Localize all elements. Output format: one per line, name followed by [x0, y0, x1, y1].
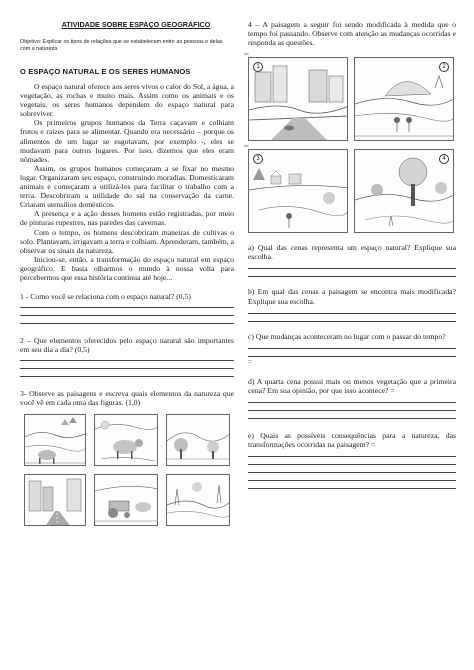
figure-river-animals [24, 414, 86, 466]
answer-line[interactable] [248, 472, 456, 473]
answer-line[interactable] [248, 480, 456, 481]
answer-line[interactable] [248, 276, 456, 277]
figure-stream-plants [166, 474, 230, 526]
equals-mark: = [248, 357, 252, 366]
paragraph-3: Assim, os grupos humanos começaram a se fixar no mesmo lugar. Organizaram seu espaço, construindo moradias. Domesticaram animais e começaram a utilizá-los para facilitar o trabalho com a terra. Descobriram a utilidade do sal na conservação da carne. Criaram utensílios domésticos. [20, 163, 234, 210]
scissors-icon: ✂ [244, 51, 250, 59]
figure-city-street [24, 474, 86, 526]
section-title: O ESPAÇO NATURAL E OS SERES HUMANOS [20, 67, 191, 76]
paragraph-6: Iniciou-se, então, a transformação do espaço natural em espaço geográfico. E basta olharmos o mundo à nossa volta para percebermos que essa história continua até hoje... [20, 254, 234, 282]
objective-text: Objetivo: Explicar os tipos de relações que se estabelecem entre as pessoas e delas com a natureza [20, 39, 223, 52]
answer-line[interactable] [248, 321, 456, 322]
answer-line[interactable] [20, 360, 234, 361]
scene-1 [248, 57, 348, 141]
question-d: d) A quarta cena possui mais ou menos vegetação que a primeira cena? Em sua opinião, por que isso acontece? = [248, 376, 456, 395]
paragraph-2: Os primeiros grupos humanos da Terra caçavam e colhiam frutos e raízes para se alimentar. Quando era necessário – porque os alimentos de um lugar se esgotavam, por exemplo -, eles se mudavam para outros lugares. Por isso, dizemos que eles eram nômades. [20, 118, 234, 164]
question-a: a) Qual das cenas representa um espaço natural? Explique sua escolha. [248, 243, 456, 262]
answer-line[interactable] [248, 456, 456, 457]
worksheet-title: ATIVIDADE SOBRE ESPAÇO GEOGRÁFICO [61, 20, 211, 29]
question-c: c) Que mudanças aconteceram no lugar com o passar do tempo? [248, 331, 446, 341]
answer-line[interactable] [248, 464, 456, 465]
paragraph-5: Com o tempo, os homens descobriram maneiras de cultivas o solo. Plantavam, irrigavam a terra e colhiam. Aprenderam, também, a observar os sinais da natureza. [20, 227, 234, 255]
scene-number: 1 [253, 62, 263, 72]
figure-field-animal [94, 414, 158, 466]
question-4: 4 – A paisagem a seguir foi sendo modificada à medida que o tempo foi passando. Observe com atenção as mudanças ocorridas e responda as questões. [248, 20, 456, 48]
answer-line[interactable] [248, 410, 456, 411]
answer-line[interactable] [20, 307, 234, 308]
paragraph-4: A presença e a ação desses homens estão registradas, por meio de pinturas rupestres, nas paredes das cavernas. [20, 209, 234, 228]
paragraph-1: O espaço natural oferece aos seres vivos o calor do Sol, a água, a vegetação, as rochas e muito mais. Assim como os animais e os vegetais, os seres humanos dependem do espaço natural para sobreviver. [20, 82, 235, 119]
answer-line[interactable] [20, 323, 234, 324]
answer-line[interactable] [248, 313, 456, 314]
figure-trees-hills [166, 414, 230, 466]
scene-3 [248, 149, 348, 233]
answer-line[interactable] [248, 356, 456, 357]
question-b: b) Em qual das cenas a paisagem se encontra mais modificada? Explique sua escolha. [248, 287, 456, 306]
answer-line[interactable] [248, 348, 456, 349]
right-column [244, 20, 456, 489]
answer-line[interactable] [248, 488, 456, 489]
question-2: 2 – Que elementos oferecidos pelo espaço natural são importantes em seu dia a dia? (0,5) [20, 336, 234, 355]
question-1: 1 - Como você se relaciona com o espaço natural? (0,5) [20, 292, 191, 302]
landscape-figures [20, 414, 234, 528]
answer-line[interactable] [248, 402, 456, 403]
question-3: 3- Observe as paisagens e escreva quais elementos da natureza que você vê em cada uma das figuras. (1,0) [20, 389, 234, 408]
landscape-sequence [244, 51, 456, 235]
answer-line[interactable] [20, 368, 234, 369]
left-column [20, 20, 234, 528]
answer-line[interactable] [248, 268, 456, 269]
scissors-icon: ✂ [244, 143, 250, 151]
scene-4 [354, 149, 454, 233]
figure-farm-tractor [94, 474, 158, 526]
scene-2 [354, 57, 454, 141]
scene-number: 2 [439, 62, 449, 72]
answer-line[interactable] [20, 315, 234, 316]
answer-line[interactable] [248, 418, 456, 419]
answer-line[interactable] [20, 376, 234, 377]
question-e: e) Quais as possíveis consequências para a natureza, das transformações ocorridas na paisagem? = [248, 431, 456, 450]
scene-number: 4 [439, 154, 449, 164]
scene-number: 3 [253, 154, 263, 164]
